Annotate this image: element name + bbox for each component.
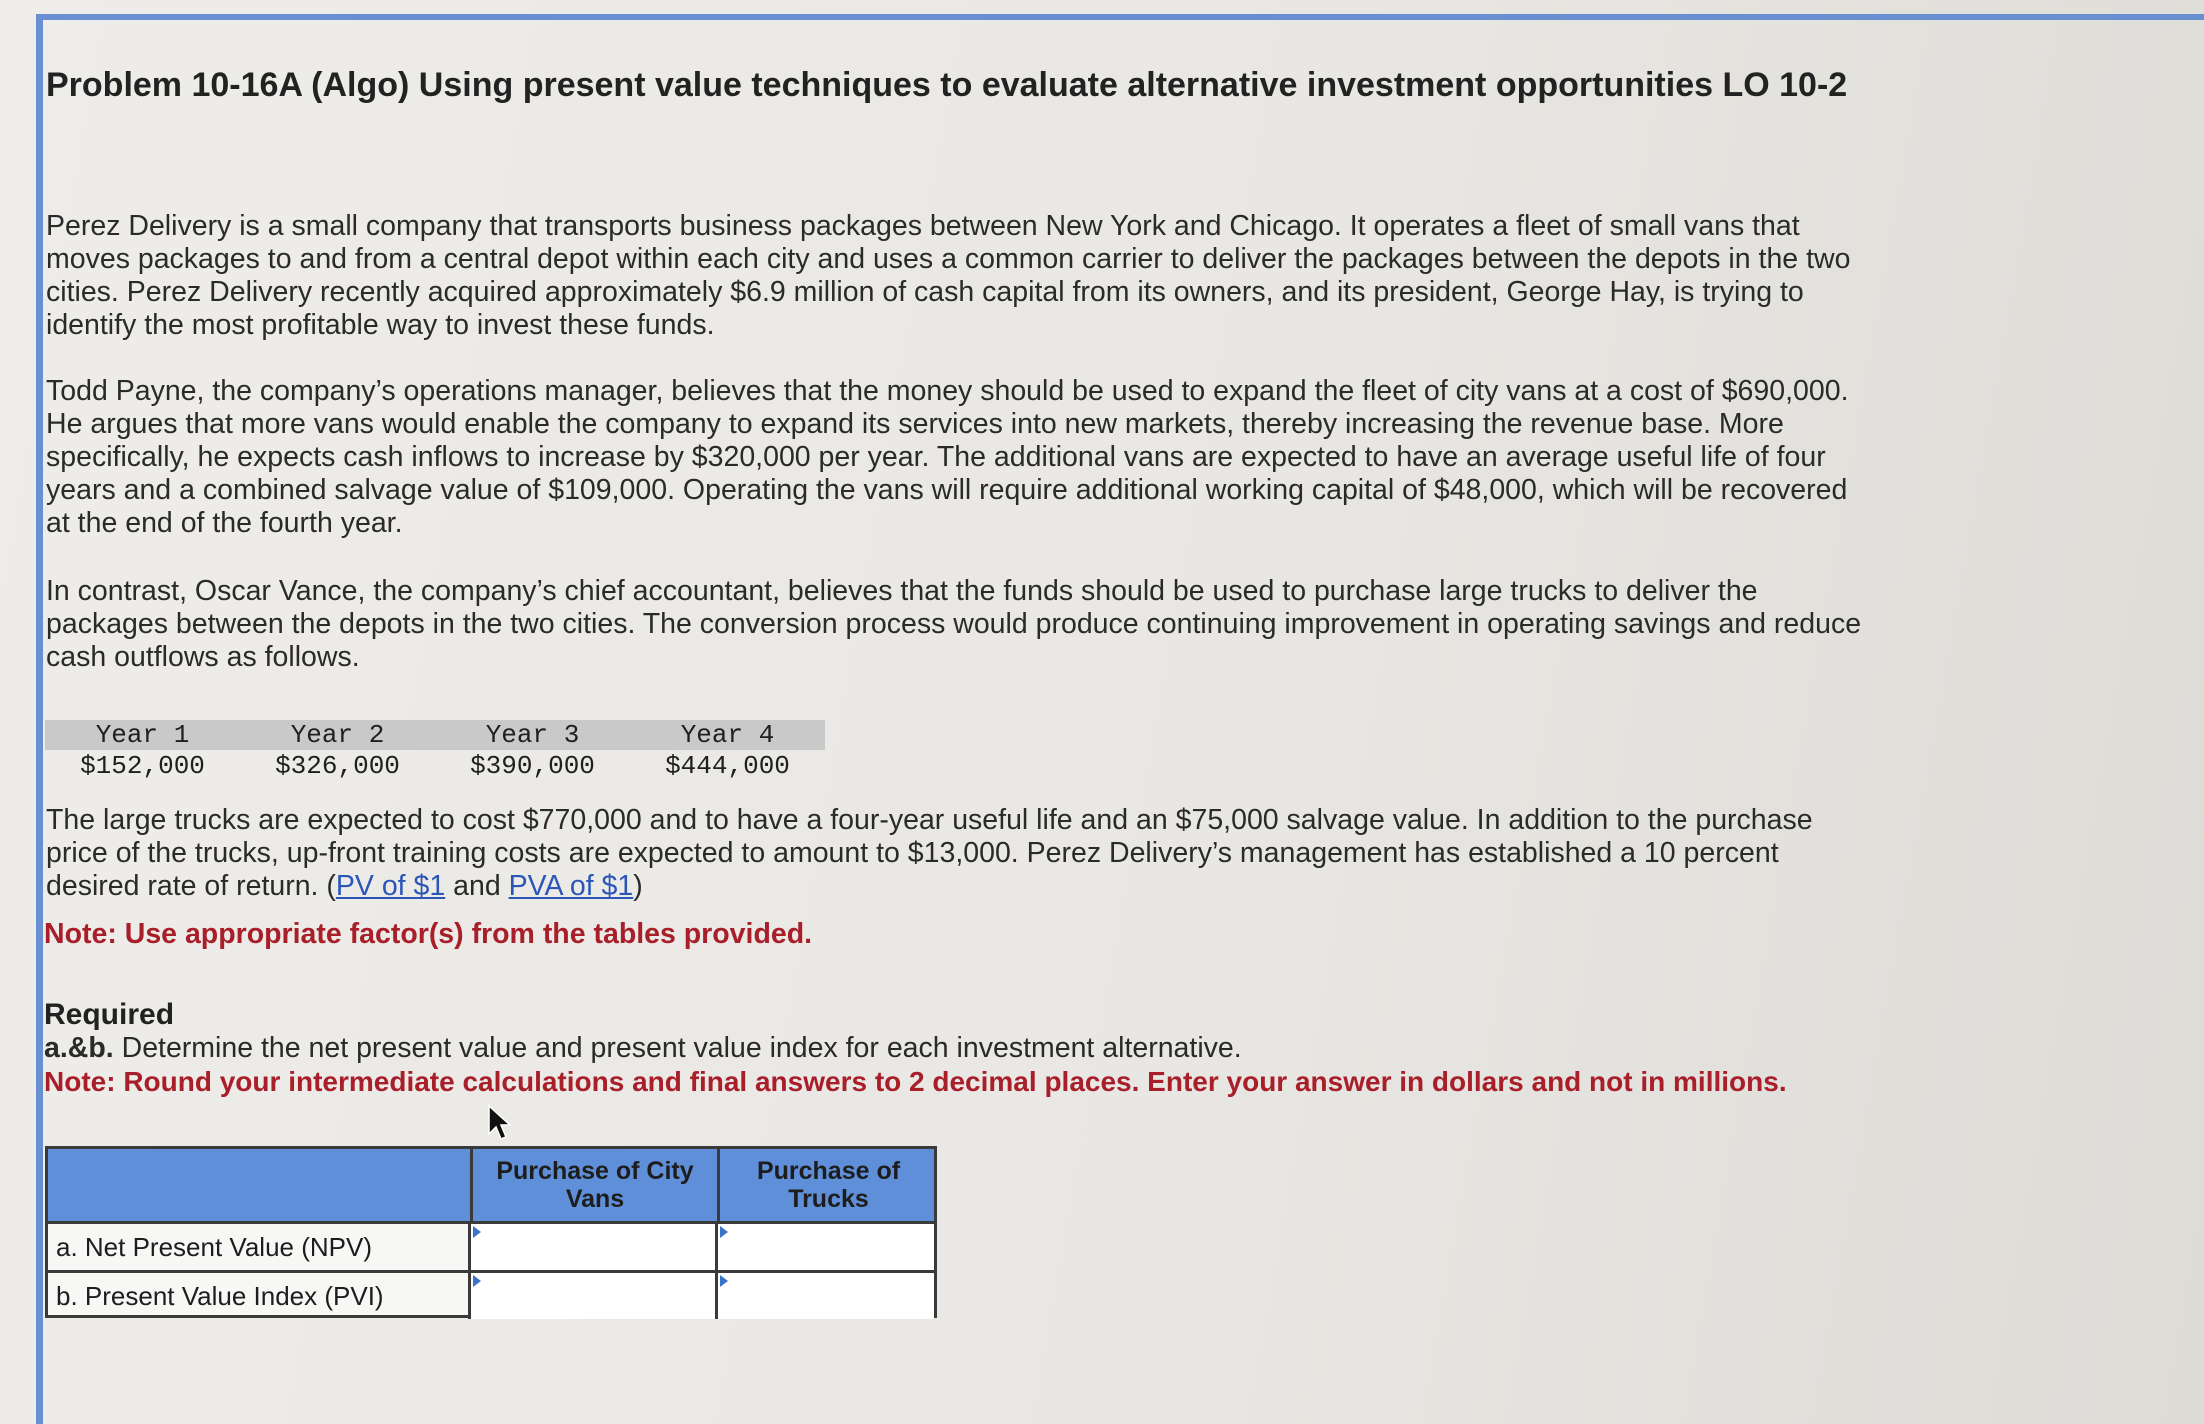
header-trucks: Purchase of Trucks <box>717 1149 937 1221</box>
paragraph-vans: Todd Payne, the company’s operations manager, believes that the money should be used to expand the fleet of city vans at a cost of $690,000. He argues that more vans would enable the company to expand its services into new markets, thereby increasing the revenue base. More specifically, he expects cash inflows to increase by $320,000 per year. The additional vans are expected to have an average useful life of four years and a combined salvage value of $109,000. Operating the vans will require additional working capital of $48,000, which will be recovered at the end of the fourth year. <box>46 375 1849 539</box>
paragraph-truck-costs-text: The large trucks are expected to cost $770,000 and to have a four-year useful life and an $75,000 salvage value. In addition to the purchase price of the trucks, up-front training costs are expected to amount to $13,000. Perez Delivery’s management has established a 10 percent desired rate of return. ( <box>46 804 1813 902</box>
requirement-line <box>44 1032 1242 1065</box>
savings-value: $390,000 <box>470 751 595 781</box>
table-row-npv <box>48 1221 934 1270</box>
problem-title: Problem 10-16A (Algo) Using present value techniques to evaluate alternative investment opportunities LO 10-2 <box>46 66 1848 104</box>
savings-value: $326,000 <box>275 751 400 781</box>
npv-trucks-input[interactable] <box>715 1224 934 1270</box>
table-row-pvi <box>48 1270 934 1319</box>
top-border <box>36 14 2204 20</box>
savings-value-row <box>45 750 825 782</box>
input-marker-icon <box>720 1226 728 1238</box>
npv-vans-input[interactable] <box>468 1224 715 1270</box>
pvi-trucks-input[interactable] <box>715 1273 934 1319</box>
answer-table-header <box>48 1149 934 1221</box>
pv-of-1-link[interactable]: PV of $1 <box>335 870 446 902</box>
note-rounding: Note: Round your intermediate calculations and final answers to 2 decimal places. Enter your answer in dollars and not in millions. <box>44 1066 1787 1097</box>
paragraph-close: ) <box>633 870 643 902</box>
pva-of-1-link[interactable]: PVA of $1 <box>508 870 634 902</box>
savings-value: $152,000 <box>80 751 205 781</box>
required-heading: Required <box>44 998 175 1031</box>
input-marker-icon <box>473 1226 481 1238</box>
paragraph-truck-costs <box>46 804 1876 903</box>
note-factors: Note: Use appropriate factor(s) from the tables provided. <box>44 918 813 950</box>
requirement-text: Determine the net present value and present value index for each investment alternative. <box>113 1032 1242 1064</box>
left-border <box>36 14 43 1424</box>
savings-table <box>45 720 825 782</box>
input-marker-icon <box>473 1275 481 1287</box>
pvi-vans-input[interactable] <box>468 1273 715 1319</box>
header-blank-cell <box>48 1149 468 1221</box>
requirement-prefix: a.&b. <box>44 1032 114 1064</box>
link-separator: and <box>445 870 509 902</box>
savings-year-header: Year 1 <box>95 720 190 750</box>
savings-year-header: Year 2 <box>290 720 385 750</box>
paragraph-trucks-savings: In contrast, Oscar Vance, the company’s chief accountant, believes that the funds should be used to purchase large trucks to deliver the packages between the depots in the two cities. The conversion process would produce continuing improvement in operating savings and reduce cash outflows as follows. <box>46 575 1862 673</box>
header-city-vans: Purchase of City Vans <box>470 1149 717 1221</box>
answer-table <box>45 1146 937 1318</box>
row-label-pvi: b. Present Value Index (PVI) <box>56 1281 384 1311</box>
savings-header-row <box>45 720 825 750</box>
paragraph-intro: Perez Delivery is a small company that transports business packages between New York and Chicago. It operates a fleet of small vans that moves packages to and from a central depot within each city and uses a common carrier to deliver the packages between the depots in the two cities. Perez Delivery recently acquired approximately $6.9 million of cash capital from its owners, and its president, George Hay, is trying to identify the most profitable way to invest these funds. <box>46 210 1851 341</box>
row-label-npv: a. Net Present Value (NPV) <box>56 1232 372 1262</box>
savings-value: $444,000 <box>665 751 790 781</box>
input-marker-icon <box>720 1275 728 1287</box>
mouse-cursor-icon <box>486 1104 512 1144</box>
savings-year-header: Year 3 <box>485 720 580 750</box>
savings-year-header: Year 4 <box>680 720 775 750</box>
